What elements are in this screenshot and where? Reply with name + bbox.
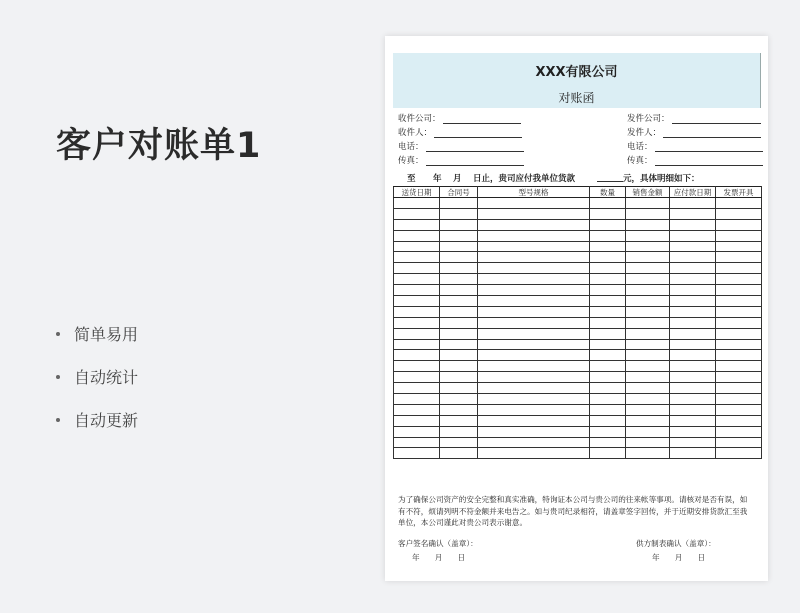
table-cell <box>440 361 478 372</box>
table-cell <box>626 350 670 361</box>
detail-table <box>393 186 762 459</box>
table-cell <box>440 415 478 426</box>
column-header: 发票开具 <box>716 187 762 198</box>
table-cell <box>670 306 716 317</box>
column-header: 应付款日期 <box>670 187 716 198</box>
field-label: 电话： <box>398 142 424 152</box>
table-cell <box>440 328 478 339</box>
table-cell <box>394 198 440 209</box>
table-cell <box>478 372 590 383</box>
table-cell <box>716 448 762 459</box>
field-line <box>426 142 524 152</box>
feature-list <box>56 312 138 441</box>
table-cell <box>716 230 762 241</box>
table-cell <box>590 404 626 415</box>
table-cell <box>478 361 590 372</box>
table-cell <box>440 219 478 230</box>
table-cell <box>626 263 670 274</box>
table-cell <box>716 241 762 252</box>
table-cell <box>478 296 590 307</box>
table-cell <box>626 328 670 339</box>
table-cell <box>670 361 716 372</box>
table-cell <box>394 252 440 263</box>
table-cell <box>440 448 478 459</box>
table-header-row <box>394 187 762 198</box>
table-cell <box>394 339 440 350</box>
table-cell <box>670 339 716 350</box>
table-cell <box>478 241 590 252</box>
table-cell <box>590 198 626 209</box>
table-cell <box>626 339 670 350</box>
column-header: 合同号 <box>440 187 478 198</box>
table-row <box>394 230 762 241</box>
table-cell <box>440 252 478 263</box>
table-cell <box>478 328 590 339</box>
table-cell <box>590 263 626 274</box>
table-cell <box>478 437 590 448</box>
table-cell <box>716 285 762 296</box>
field-line <box>655 142 763 152</box>
table-row <box>394 372 762 383</box>
table-cell <box>716 198 762 209</box>
feature-label: 自动统计 <box>74 368 139 387</box>
sender-fax-field <box>627 154 763 166</box>
table-cell <box>716 328 762 339</box>
table-row <box>394 296 762 307</box>
table-cell <box>440 198 478 209</box>
table-cell <box>440 306 478 317</box>
table-cell <box>716 404 762 415</box>
table-cell <box>394 350 440 361</box>
table-cell <box>590 415 626 426</box>
table-cell <box>590 317 626 328</box>
field-label: 发件人： <box>627 128 662 138</box>
table-cell <box>716 219 762 230</box>
table-cell <box>478 306 590 317</box>
bullet-icon <box>56 375 60 379</box>
table-row <box>394 394 762 405</box>
table-cell <box>716 296 762 307</box>
table-cell <box>394 219 440 230</box>
field-label: 收件人： <box>398 128 433 138</box>
table-cell <box>440 437 478 448</box>
column-header: 送货日期 <box>394 187 440 198</box>
supplier-signature <box>636 537 716 565</box>
feature-item <box>56 398 138 441</box>
table-cell <box>394 230 440 241</box>
table-cell <box>394 263 440 274</box>
table-cell <box>626 219 670 230</box>
table-cell <box>440 404 478 415</box>
table-cell <box>626 252 670 263</box>
table-cell <box>670 372 716 383</box>
table-row <box>394 208 762 219</box>
column-header: 销售金额 <box>626 187 670 198</box>
table-cell <box>478 339 590 350</box>
table-cell <box>716 372 762 383</box>
table-cell <box>716 437 762 448</box>
table-cell <box>440 285 478 296</box>
table-cell <box>626 230 670 241</box>
table-cell <box>626 361 670 372</box>
table-cell <box>590 296 626 307</box>
recipient-person-field <box>398 126 522 138</box>
table-cell <box>626 383 670 394</box>
table-cell <box>590 426 626 437</box>
table-cell <box>590 230 626 241</box>
table-cell <box>478 198 590 209</box>
recipient-phone-field <box>398 140 524 152</box>
table-cell <box>478 350 590 361</box>
table-cell <box>394 426 440 437</box>
table-cell <box>394 306 440 317</box>
table-cell <box>478 252 590 263</box>
table-cell <box>716 306 762 317</box>
field-label: 传真： <box>627 156 653 166</box>
table-row <box>394 198 762 209</box>
company-name: XXX有限公司 <box>535 65 618 80</box>
field-line <box>443 114 521 124</box>
table-row <box>394 241 762 252</box>
table-cell <box>440 350 478 361</box>
table-row <box>394 426 762 437</box>
sender-company-field <box>627 112 761 124</box>
table-cell <box>670 448 716 459</box>
table-cell <box>626 415 670 426</box>
table-row <box>394 415 762 426</box>
table-cell <box>590 285 626 296</box>
field-line <box>672 114 761 124</box>
page-title: 客户对账单1 <box>56 126 262 166</box>
table-cell <box>590 394 626 405</box>
table-cell <box>478 208 590 219</box>
table-cell <box>394 437 440 448</box>
table-cell <box>626 372 670 383</box>
table-cell <box>670 274 716 285</box>
table-row <box>394 448 762 459</box>
field-line <box>655 156 763 166</box>
table-cell <box>716 317 762 328</box>
bullet-icon <box>56 332 60 336</box>
customer-signature <box>398 537 478 565</box>
table-row <box>394 361 762 372</box>
column-header: 型号规格 <box>478 187 590 198</box>
table-cell <box>670 252 716 263</box>
table-cell <box>478 230 590 241</box>
table-cell <box>590 339 626 350</box>
table-cell <box>716 274 762 285</box>
sheet-header <box>393 53 761 108</box>
table-cell <box>590 448 626 459</box>
table-cell <box>590 306 626 317</box>
table-cell <box>478 394 590 405</box>
table-cell <box>394 274 440 285</box>
table-cell <box>716 252 762 263</box>
field-label: 电话： <box>627 142 653 152</box>
table-cell <box>590 361 626 372</box>
table-cell <box>440 241 478 252</box>
table-cell <box>440 394 478 405</box>
table-row <box>394 404 762 415</box>
table-row <box>394 328 762 339</box>
field-line <box>663 128 761 138</box>
field-line <box>434 128 522 138</box>
confirmation-note: 为了确保公司资产的安全完整和真实准确，特询证本公司与贵公司的往来帐等事项。请核对是否有误，如有不符，烦请列明不符金额并来电告之。如与贵司纪录相符，请盖章签字回传，并于近期安排货款汇至我单位，本公司谨此对贵公司表示谢意。 <box>398 495 748 527</box>
table-cell <box>716 394 762 405</box>
statement-sheet <box>385 36 768 581</box>
table-cell <box>626 296 670 307</box>
table-cell <box>478 448 590 459</box>
table-row <box>394 317 762 328</box>
statement-yuan: 元，具体明细如下： <box>623 174 700 184</box>
table-cell <box>590 241 626 252</box>
table-cell <box>626 198 670 209</box>
supplier-sign-label: 供方制表确认（盖章）： <box>636 539 716 548</box>
table-cell <box>394 394 440 405</box>
table-cell <box>394 208 440 219</box>
table-cell <box>478 219 590 230</box>
table-cell <box>394 241 440 252</box>
table-cell <box>440 317 478 328</box>
table-cell <box>478 317 590 328</box>
feature-item <box>56 312 138 355</box>
table-cell <box>440 230 478 241</box>
table-row <box>394 306 762 317</box>
feature-label: 简单易用 <box>74 325 139 344</box>
table-body <box>394 198 762 459</box>
table-cell <box>394 361 440 372</box>
table-cell <box>670 328 716 339</box>
table-row <box>394 219 762 230</box>
table-cell <box>590 274 626 285</box>
feature-label: 自动更新 <box>74 411 139 430</box>
table-cell <box>440 426 478 437</box>
recipient-company-field <box>398 112 521 124</box>
table-cell <box>394 372 440 383</box>
table-cell <box>626 306 670 317</box>
statement-year: 年 <box>433 174 442 184</box>
table-cell <box>590 208 626 219</box>
feature-item <box>56 355 138 398</box>
document-title: 对账函 <box>558 91 595 105</box>
table-row <box>394 285 762 296</box>
table-cell <box>590 437 626 448</box>
field-line <box>426 156 524 166</box>
table-cell <box>394 317 440 328</box>
table-row <box>394 437 762 448</box>
table-cell <box>590 252 626 263</box>
table-cell <box>670 350 716 361</box>
table-cell <box>478 285 590 296</box>
field-label: 传真： <box>398 156 424 166</box>
table-cell <box>440 296 478 307</box>
table-cell <box>590 219 626 230</box>
amount-line <box>597 181 623 182</box>
recipient-fax-field <box>398 154 524 166</box>
table-cell <box>440 339 478 350</box>
table-cell <box>716 208 762 219</box>
table-cell <box>670 198 716 209</box>
table-row <box>394 263 762 274</box>
table-cell <box>670 263 716 274</box>
table-cell <box>478 426 590 437</box>
table-cell <box>478 415 590 426</box>
table-cell <box>670 394 716 405</box>
table-cell <box>478 383 590 394</box>
table-cell <box>670 415 716 426</box>
table-cell <box>626 208 670 219</box>
table-cell <box>670 230 716 241</box>
table-cell <box>394 383 440 394</box>
table-cell <box>716 339 762 350</box>
table-cell <box>394 285 440 296</box>
bullet-icon <box>56 418 60 422</box>
statement-text: 日止，贵司应付我单位货款 <box>473 174 576 184</box>
table-row <box>394 339 762 350</box>
table-cell <box>670 317 716 328</box>
field-label: 发件公司： <box>627 114 670 124</box>
supplier-date: 年 月 日 <box>652 553 706 562</box>
table-cell <box>440 263 478 274</box>
table-cell <box>670 383 716 394</box>
table-cell <box>626 317 670 328</box>
table-cell <box>394 296 440 307</box>
table-cell <box>716 263 762 274</box>
table-cell <box>670 404 716 415</box>
table-row <box>394 274 762 285</box>
table-cell <box>626 437 670 448</box>
table-cell <box>440 383 478 394</box>
table-cell <box>670 219 716 230</box>
table-cell <box>394 404 440 415</box>
table-cell <box>670 208 716 219</box>
table-row <box>394 252 762 263</box>
table-cell <box>590 328 626 339</box>
table-cell <box>716 426 762 437</box>
table-cell <box>626 241 670 252</box>
table-cell <box>478 263 590 274</box>
table-cell <box>670 241 716 252</box>
table-cell <box>590 350 626 361</box>
table-cell <box>716 415 762 426</box>
customer-date: 年 月 日 <box>412 553 466 562</box>
table-cell <box>440 274 478 285</box>
table-cell <box>440 372 478 383</box>
table-cell <box>716 383 762 394</box>
table-cell <box>670 426 716 437</box>
field-label: 收件公司： <box>398 114 441 124</box>
table-cell <box>670 437 716 448</box>
table-cell <box>394 448 440 459</box>
table-cell <box>626 448 670 459</box>
table-cell <box>626 404 670 415</box>
table-cell <box>716 361 762 372</box>
column-header: 数量 <box>590 187 626 198</box>
table-cell <box>626 426 670 437</box>
table-cell <box>478 404 590 415</box>
statement-to: 至 <box>407 174 416 184</box>
table-cell <box>590 372 626 383</box>
table-cell <box>478 274 590 285</box>
table-cell <box>716 350 762 361</box>
table-row <box>394 350 762 361</box>
table-cell <box>670 296 716 307</box>
table-cell <box>626 274 670 285</box>
table-cell <box>626 394 670 405</box>
table-cell <box>394 328 440 339</box>
statement-month: 月 <box>453 174 462 184</box>
table-cell <box>440 208 478 219</box>
table-cell <box>626 285 670 296</box>
sender-phone-field <box>627 140 763 152</box>
customer-sign-label: 客户签名确认（盖章）： <box>398 539 478 548</box>
table-cell <box>670 285 716 296</box>
sender-person-field <box>627 126 761 138</box>
table-cell <box>590 383 626 394</box>
table-cell <box>394 415 440 426</box>
table-row <box>394 383 762 394</box>
